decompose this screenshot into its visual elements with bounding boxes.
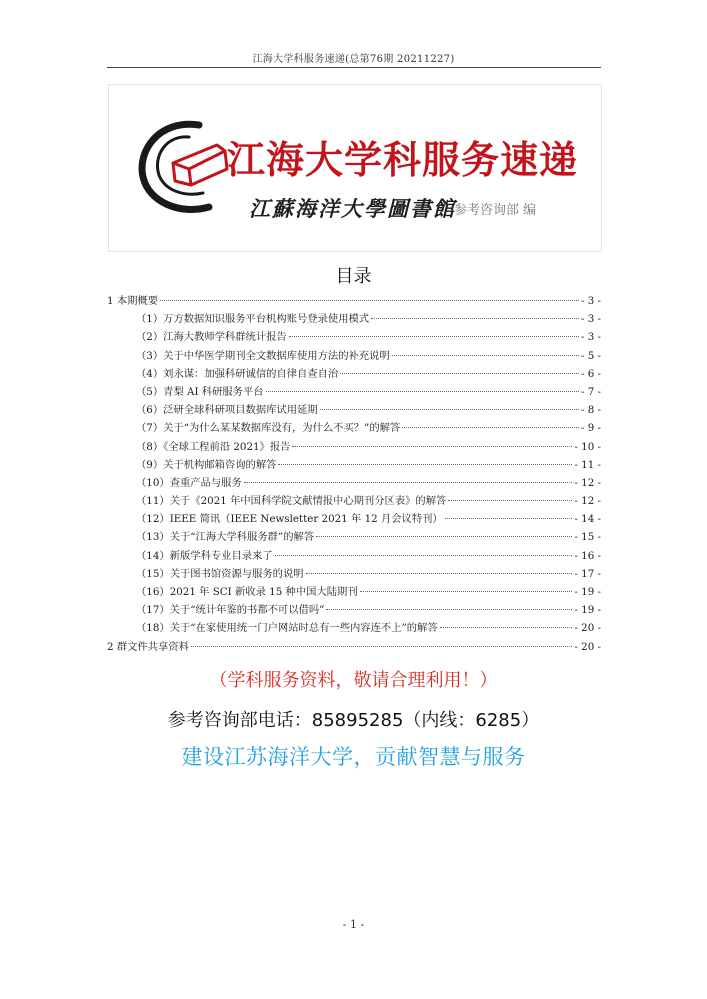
toc-entry[interactable] [107,565,601,583]
toc-entry-label: （7）关于“为什么某某数据库没有，为什么不买？”的解答 [136,422,401,435]
toc-entry-page: - 11 - [574,458,601,471]
toc-leader [278,464,572,465]
editor-department: 参考咨询部 编 [454,203,537,218]
toc-leader [340,373,579,374]
toc-leader [448,500,572,501]
toc-entry-page: - 15 - [574,531,601,544]
toc-entry-page: - 17 - [574,567,601,580]
toc-leader [275,555,573,556]
library-calligraphy: 江蘇海洋大學圖書館 [249,196,456,221]
toc-entry-section-1[interactable] [107,292,601,310]
toc-entry-label: （10）查重产品与服务 [136,476,242,489]
toc-entry-page: - 12 - [574,495,601,508]
toc-entry[interactable] [107,510,601,528]
toc-leader [266,391,579,392]
toc-entry-label: （4）刘永谋：加强科研诚信的自律自查自治 [136,367,339,380]
toc-entry-page: - 20 - [574,622,601,635]
toc-entry-label: （13）关于“江海大学科服务群”的解答 [136,531,315,544]
toc-entry-page: - 9 - [580,422,601,435]
toc-entry-page: - 14 - [574,513,601,526]
usage-notice: （学科服务资料，敬请合理利用！） [209,670,498,691]
toc-entry[interactable] [107,547,601,565]
toc-entry[interactable] [107,347,601,365]
toc-entry-label: （2）江海大教师学科群统计报告 [136,331,287,344]
toc-entry-label: 2 群文件共享资料 [107,640,189,653]
toc-entry-section-2[interactable] [107,638,601,656]
toc-leader [360,591,573,592]
toc-entry[interactable] [107,328,601,346]
toc-entry-page: - 12 - [574,476,601,489]
toc-leader [326,609,572,610]
toc-entry[interactable] [107,601,601,619]
toc-entry-page: - 7 - [580,385,601,398]
toc-entry-label: （16）2021 年 SCI 新收录 15 种中国大陆期刊 [136,586,358,598]
toc-entry-label: （12）IEEE 简讯（IEEE Newsletter 2021 年 12 月会议特刊） [136,513,443,526]
toc-entry-label: （9）关于机构邮箱咨询的解答 [136,458,277,471]
contact-phone: 参考咨询部电话：85895285（内线：6285） [167,710,540,731]
toc-leader [445,518,573,519]
toc-entry-label: （15）关于图书馆资源与服务的说明 [136,567,304,580]
toc-entry-page: - 16 - [574,549,601,562]
toc-entry-page: - 3 - [580,313,601,326]
slogan: 建设江苏海洋大学，贡献智慧与服务 [181,745,526,769]
toc-entry[interactable] [107,365,601,383]
toc-entry[interactable] [107,528,601,546]
toc-entry-page: - 3 - [580,331,601,344]
toc-entry-label: （17）关于“统计年鉴的书都不可以借吗” [136,604,325,617]
toc-leader [191,646,572,647]
toc-entry[interactable] [107,401,601,419]
toc-leader [292,446,572,447]
toc-entry[interactable] [107,619,601,637]
toc-entry-page: - 5 - [580,349,601,362]
toc-entry[interactable] [107,310,601,328]
toc-entry-page: - 3 - [580,295,601,307]
toc-entry-label: （18）关于“在家使用统一门户网站时总有一些内容连不上”的解答 [136,622,438,635]
header-rule [107,67,601,68]
toc-entry[interactable] [107,383,601,401]
toc-entry[interactable] [107,474,601,492]
toc-entry[interactable] [107,492,601,510]
toc-leader [244,482,573,483]
banner-title: 江海大学科服务速递 [227,138,579,182]
toc-leader [440,627,573,628]
running-header: 江海大学科服务速递(总第76期 20211227) [252,54,455,65]
toc-entry-label: （1）万方数据知识服务平台机构账号登录使用模式 [136,313,370,326]
page-number: - 1 - [342,918,365,931]
table-of-contents [107,292,601,656]
toc-entry-page: - 19 - [574,604,601,617]
toc-entry-page: - 8 - [580,404,601,417]
toc-leader [320,409,579,410]
toc-entry-page: - 20 - [574,640,601,653]
toc-leader [392,355,579,356]
toc-entry-label: （3）关于中华医学期刊全文数据库使用方法的补充说明 [136,349,390,362]
toc-entry-label: （6）泛研全球科研项目数据库试用延期 [136,404,318,417]
toc-entry-page: - 6 - [580,367,601,380]
toc-entry-label: （8）《全球工程前沿 2021》报告 [136,440,291,453]
toc-leader [371,318,579,319]
toc-title: 目录 [335,266,372,287]
toc-entry[interactable] [107,583,601,601]
toc-entry-page: - 19 - [574,586,601,598]
toc-entry-page: - 10 - [574,440,601,453]
toc-entry-label: 1 本期概要 [107,295,159,307]
toc-entry-label: （14）新版学科专业目录来了 [136,549,273,562]
toc-leader [316,536,572,537]
toc-entry-label: （5）青梨 AI 科研服务平台 [136,385,264,398]
toc-entry[interactable] [107,419,601,437]
toc-leader [306,573,573,574]
toc-entry[interactable] [107,456,601,474]
toc-entry[interactable] [107,438,601,456]
toc-leader [289,336,579,337]
toc-leader [402,427,579,428]
masthead-banner [108,84,602,252]
toc-leader [160,300,579,301]
toc-entry-label: （11）关于《2021 年中国科学院文献情报中心期刊分区表》的解答 [136,495,447,508]
